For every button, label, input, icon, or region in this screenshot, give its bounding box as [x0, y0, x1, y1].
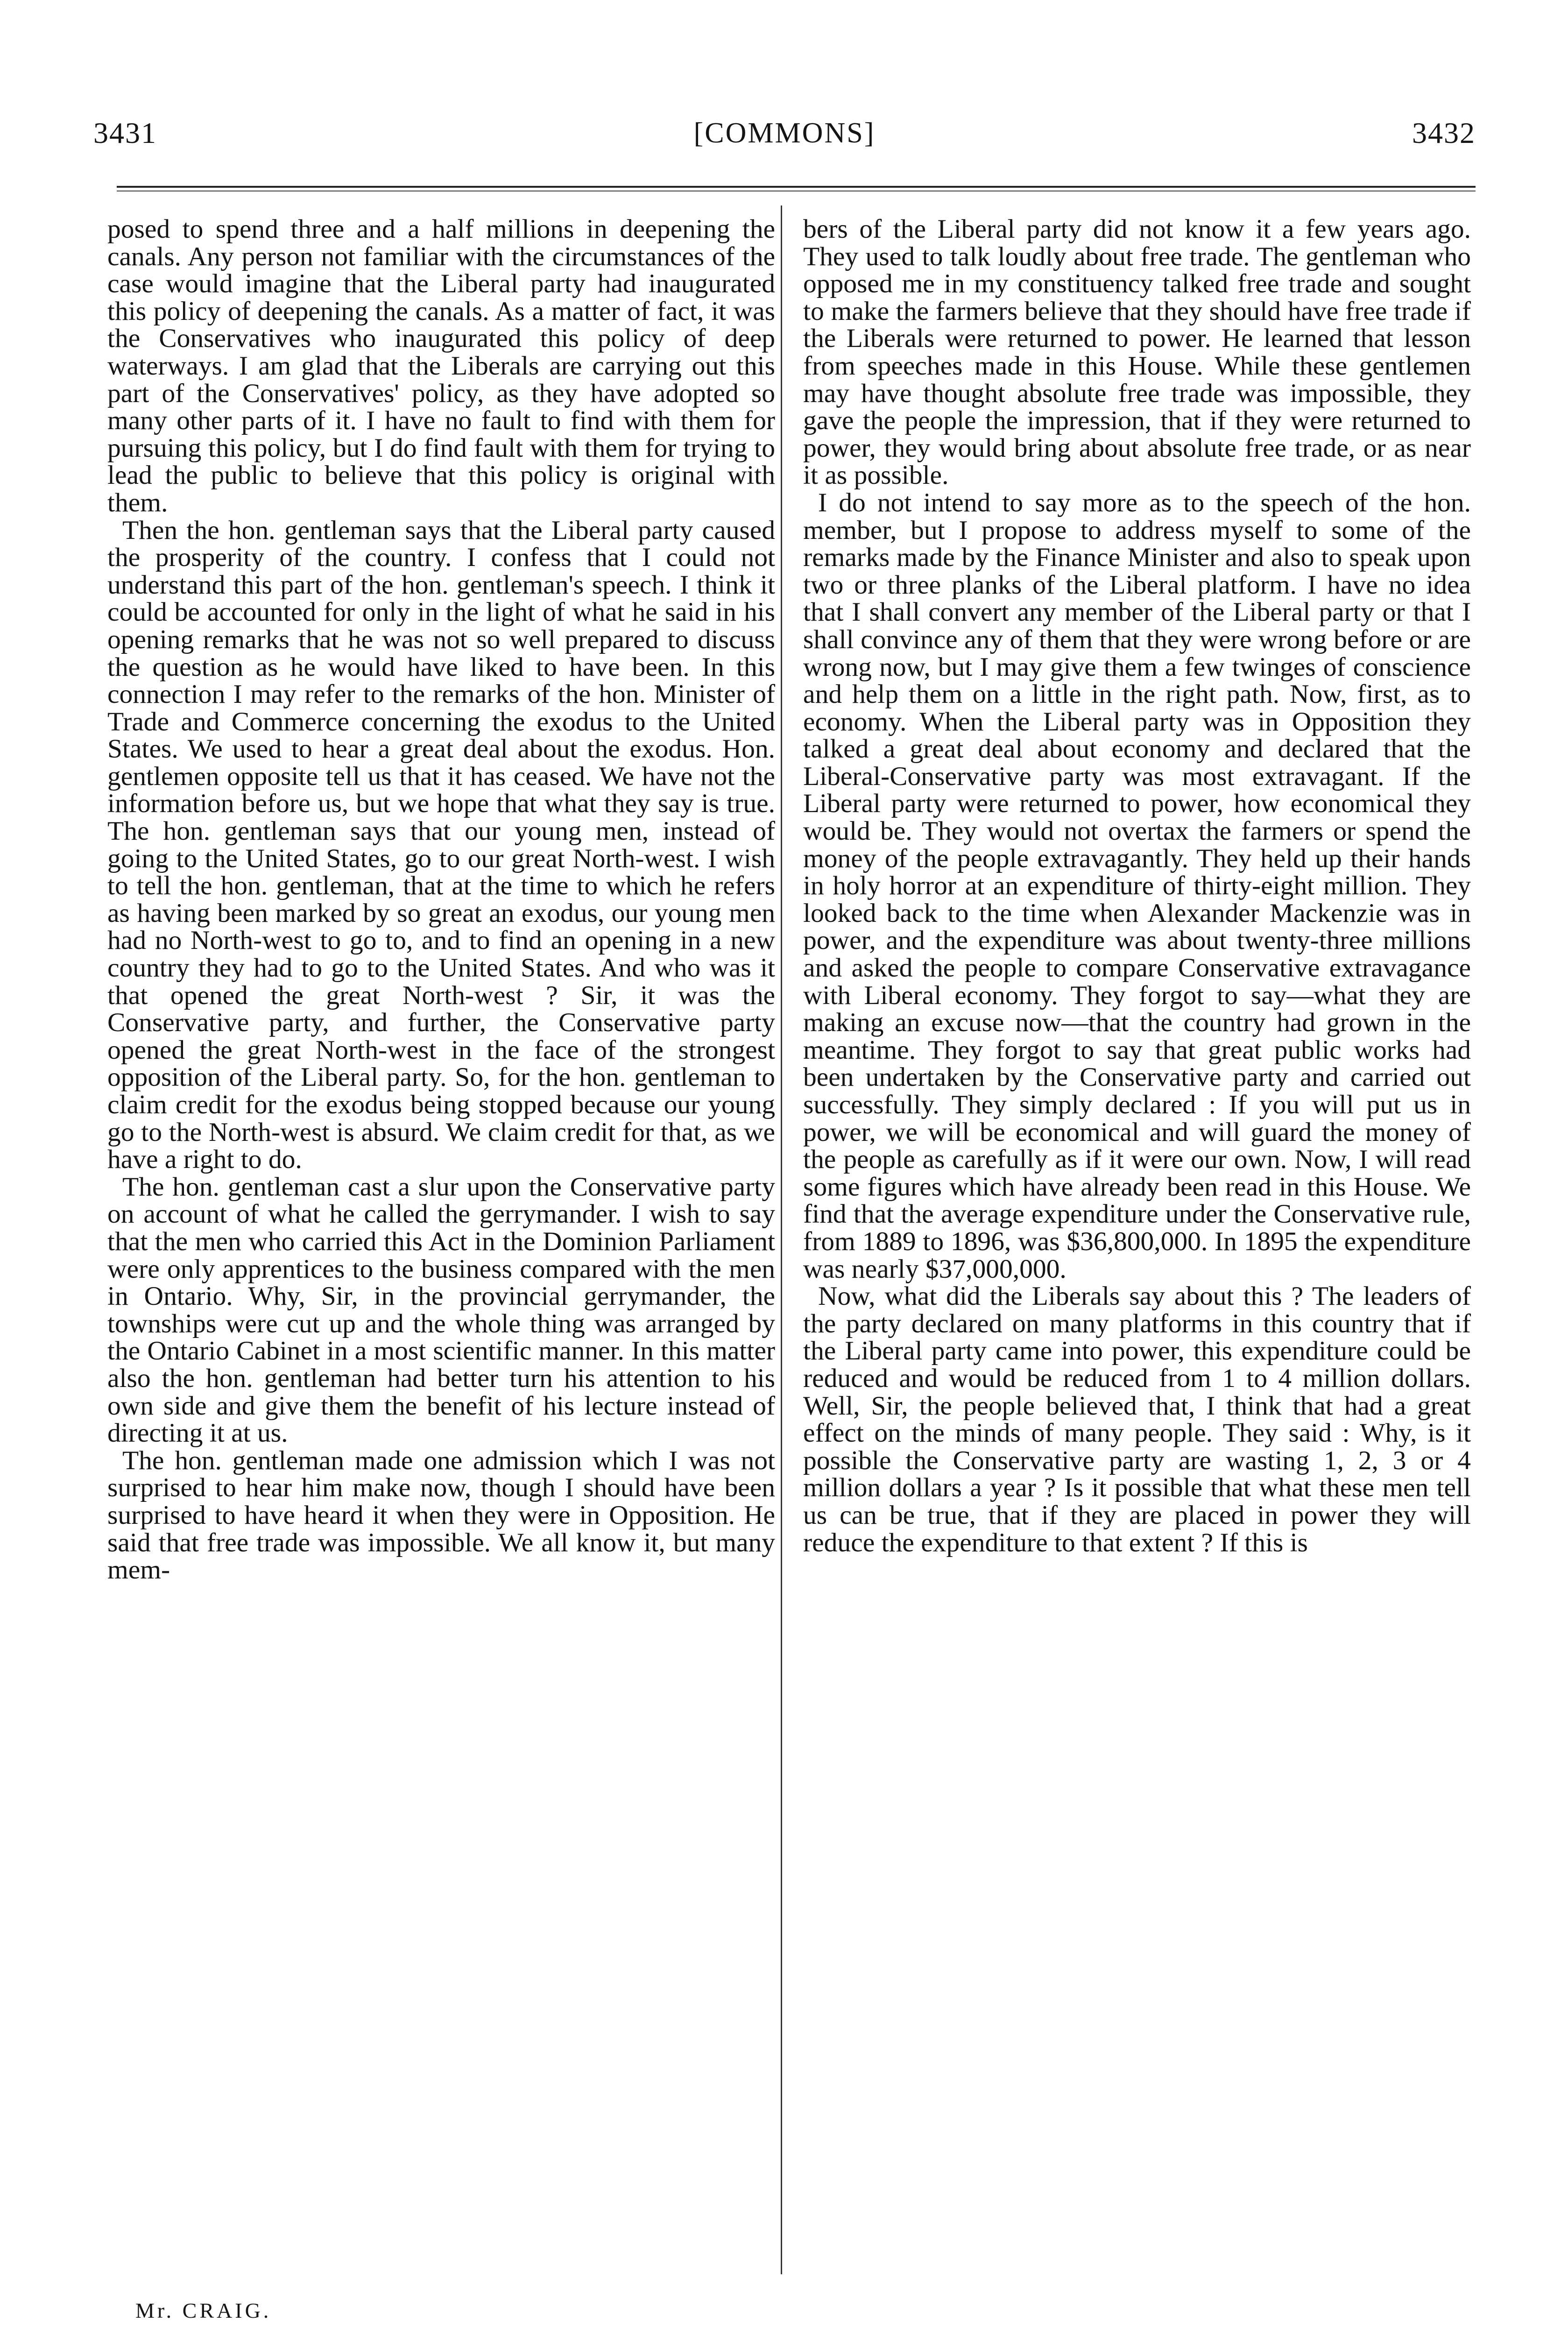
left-paragraph-1: posed to spend three and a half millions in deepening the canals. Any person not familiar with the circumstances of the case would imagine that the Liberal party had inaugurated this policy of deepening the canals. As a matter of fact, it was the Conservatives who inaugurated this policy of deep waterways. I am glad that the Liberals are carrying out this part of the Conservatives' policy, as they have adopted so many other parts of it. I have no fault to find with them for pursuing this policy, but I do find fault with them for trying to lead the public to believe that this policy is original with them. [107, 214, 775, 517]
running-head: [COMMONS] [693, 117, 876, 149]
page-header [93, 112, 1476, 163]
left-paragraph-2: Then the hon. gentleman says that the Liberal party caused the prosperity of the country. I confess that I could not understand this part of the hon. gentleman's speech. I think it could be accounted for only in the light of what he said in his opening remarks that he was not so well prepared to discuss the question as he would have liked to have been. In this connection I may refer to the remarks of the hon. Minister of Trade and Commerce concerning the exodus to the United States. We used to hear a great deal about the exodus. Hon. gentlemen opposite tell us that it has ceased. We have not the information before us, but we hope that what they say is true. The hon. gentleman says that our young men, instead of going to the United States, go to our great North-west. I wish to tell the hon. gentleman, that at the time to which he refers as having been marked by so great an exodus, our young men had no North-west to go to, and to find an opening in a new country they had to go to the United States. And who was it that opened the great North-west ? Sir, it was the Conservative party, and further, the Conservative party opened the great North-west in the face of the strongest opposition of the Liberal party. So, for the hon. gentleman to claim credit for the exodus being stopped because our young go to the North-west is absurd. We claim credit for that, as we have a right to do. [107, 515, 775, 1175]
right-column [803, 216, 1471, 1557]
speaker-footer: Mr. CRAIG. [135, 2299, 272, 2322]
left-paragraph-4: The hon. gentleman made one admission which I was not surprised to hear him make now, though I should have been surprised to have heard it when they were in Opposition. He said that free trade was impossible. We all know it, but many mem- [107, 1445, 775, 1585]
right-paragraph-2: I do not intend to say more as to the speech of the hon. member, but I propose to address myself to some of the remarks made by the Finance Minister and also to speak upon two or three planks of the Liberal platform. I have no idea that I shall convert any member of the Liberal party or that I shall convince any of them that they were wrong before or are wrong now, but I may give them a few twinges of conscience and help them on a little in the right path. Now, first, as to economy. When the Liberal party was in Opposition they talked a great deal about economy and declared that the Liberal-Conservative party was most extravagant. If the Liberal party were returned to power, how economical they would be. They would not overtax the farmers or spend the money of the people extravagantly. They held up their hands in holy horror at an expenditure of thirty-eight million. They looked back to the time when Alexander Mackenzie was in power, and the expenditure was about twenty-three millions and asked the people to compare Conservative extravagance with Liberal economy. They forgot to say—what they are making an excuse now—that the country had grown in the meantime. They forgot to say that great public works had been undertaken by the Conservative party and carried out successfully. They simply declared : If you will put us in power, we will be economical and will guard the money of the people as carefully as if it were our own. Now, I will read some figures which have already been read in this House. We find that the average expenditure under the Conservative rule, from 1889 to 1896, was $36,800,000. In 1895 the expenditure was nearly $37,000,000. [803, 488, 1471, 1284]
header-rule [117, 186, 1476, 188]
left-page-number: 3431 [93, 116, 157, 149]
left-column [107, 216, 775, 1584]
column-divider [781, 205, 782, 2274]
right-paragraph-3: Now, what did the Liberals say about this ? The leaders of the party declared on many platforms in this country that if the Liberal party came into power, this expenditure could be reduced and would be reduced from 1 to 4 million dollars. Well, Sir, the people believed that, I think that had a great effect on the minds of many people. They said : Why, is it possible the Conservative party are wasting 1, 2, 3 or 4 million dollars a year ? Is it possible that what these men tell us can be true, that if they are placed in power they will reduce the expenditure to that extent ? If this is [803, 1281, 1471, 1557]
right-paragraph-1: bers of the Liberal party did not know it a few years ago. They used to talk loudly about free trade. The gentleman who opposed me in my constituency talked free trade and sought to make the farmers believe that they should have free trade if the Liberals were returned to power. He learned that lesson from speeches made in this House. While these gentlemen may have thought absolute free trade was impossible, they gave the people the impression, that if they were returned to power, they would bring about absolute free trade, or as near it as possible. [803, 214, 1471, 490]
left-paragraph-3: The hon. gentleman cast a slur upon the Conservative party on account of what he called the gerrymander. I wish to say that the men who carried this Act in the Dominion Parliament were only apprentices to the business compared with the men in Ontario. Why, Sir, in the provincial gerrymander, the townships were cut up and the whole thing was arranged by the Ontario Cabinet in a most scientific manner. In this matter also the hon. gentleman had better turn his attention to his own side and give them the benefit of his lecture instead of directing it at us. [107, 1172, 775, 1448]
right-page-number: 3432 [1412, 116, 1476, 149]
